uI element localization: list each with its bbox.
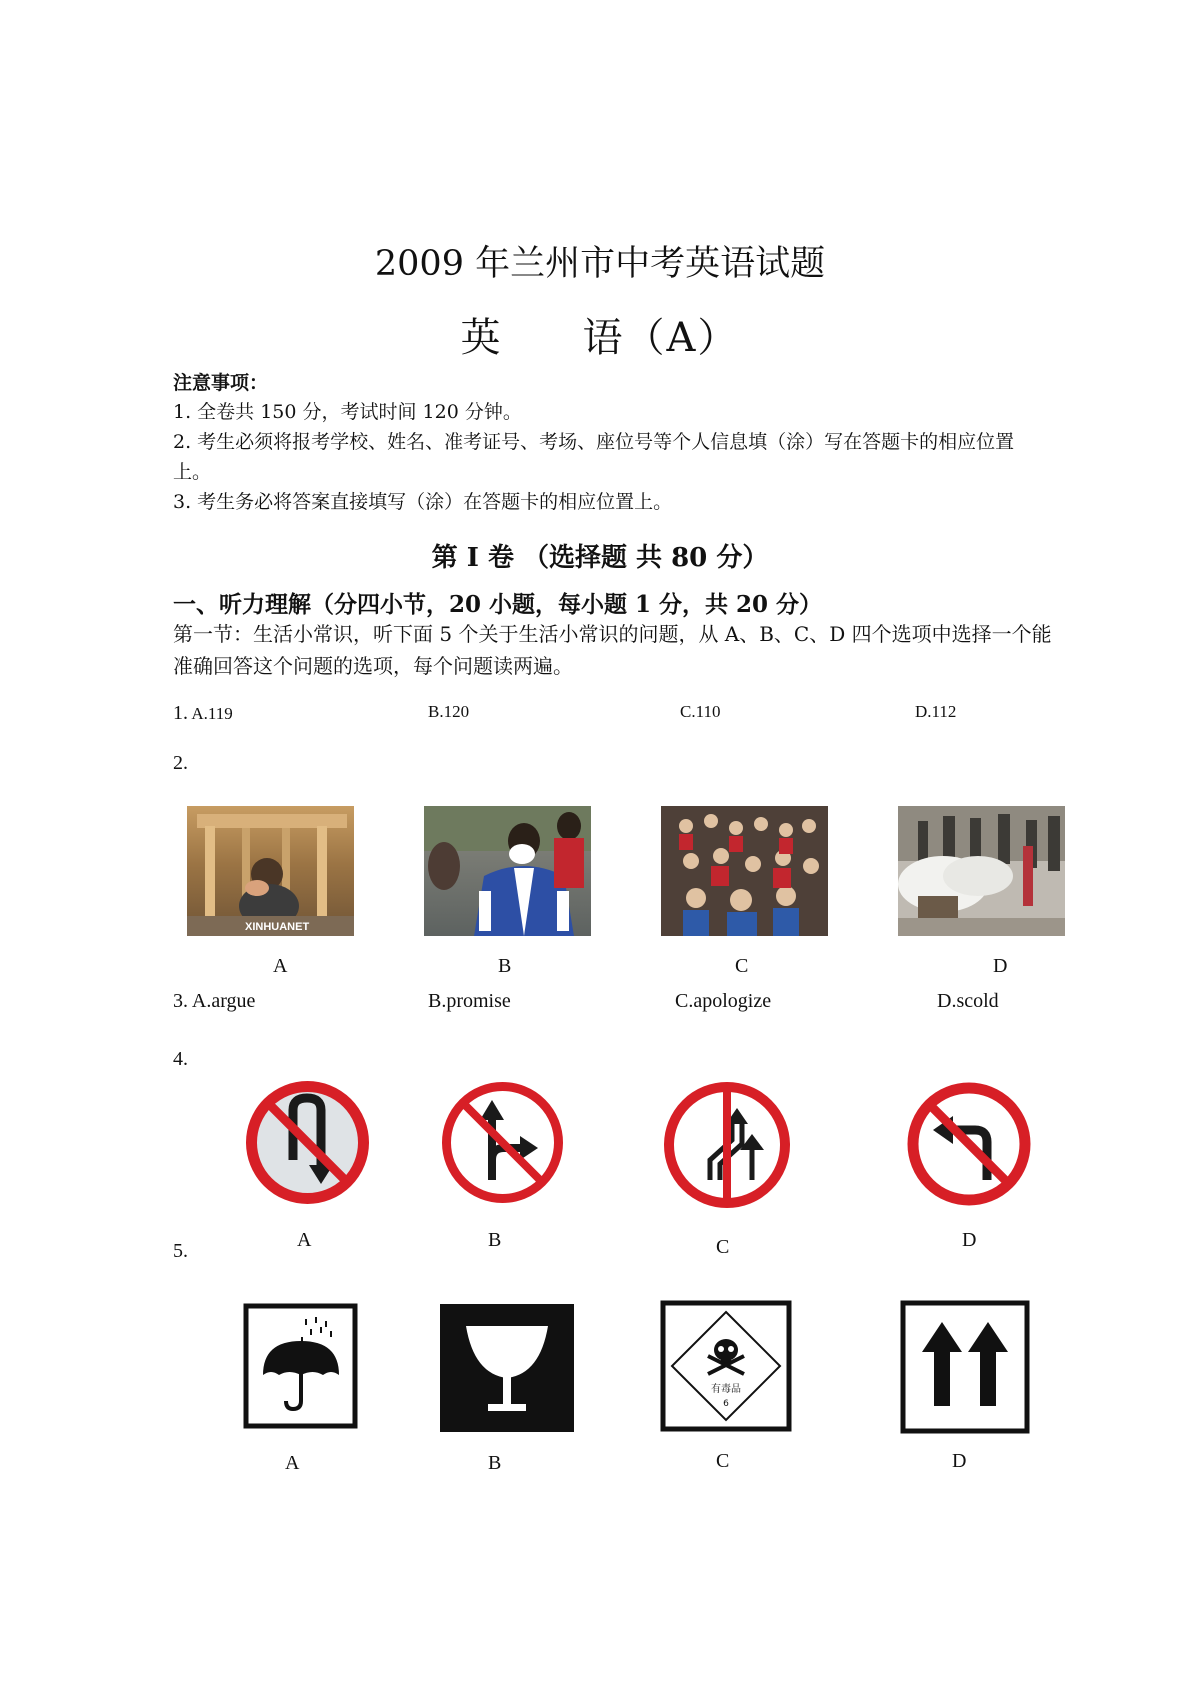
q2-number: 2.: [173, 752, 188, 774]
q5-label-a: A: [285, 1452, 300, 1474]
section-title: 第 I 卷 （选择题 共 80 分）: [431, 543, 769, 573]
subtitle-right: 语（A）: [582, 315, 740, 361]
no-overtaking-sign-icon: [662, 1080, 792, 1210]
q2-photo-c: [661, 806, 828, 936]
q3-number: 3. A.argue: [173, 990, 256, 1012]
this-way-up-arrows-icon: [900, 1300, 1030, 1434]
q2-label-b: B: [498, 955, 512, 977]
q1-number: 1. A.119: [173, 702, 233, 724]
q2-photo-d: [898, 806, 1065, 936]
notice-item-1: 1. 全卷共 150 分，考试时间 120 分钟。: [173, 401, 522, 423]
document-title: 2009 年兰州市中考英语试题: [374, 244, 826, 284]
keep-dry-umbrella-icon: [243, 1303, 358, 1429]
q3-option-c: C.apologize: [675, 990, 772, 1012]
q2-label-a: A: [273, 955, 288, 977]
q1-option-d: D.112: [915, 702, 957, 721]
q2-label-d: D: [993, 955, 1008, 977]
subtitle-left: 英: [460, 315, 503, 361]
q5-label-d: D: [952, 1450, 967, 1472]
poison-class-text: 6: [723, 1399, 729, 1409]
document-subtitle: [0, 306, 1200, 363]
notice-item-3: 3. 考生务必将答案直接填写（涂）在答题卡的相应位置上。: [173, 491, 673, 513]
q2-photo-b: [424, 806, 591, 936]
q2-label-c: C: [735, 955, 749, 977]
q3-option-a: A.argue: [191, 990, 256, 1012]
no-u-turn-sign-icon: [245, 1080, 370, 1205]
q2-photo-a: [187, 806, 354, 936]
q4-label-a: A: [297, 1229, 312, 1251]
q4-label-d: D: [962, 1229, 977, 1251]
poison-hazard-icon: [660, 1300, 792, 1432]
fragile-glass-icon: [440, 1304, 574, 1432]
q1-option-c: C.110: [680, 702, 721, 721]
q5-label-c: C: [716, 1450, 730, 1472]
q4-label-c: C: [716, 1236, 730, 1258]
notice-heading: 注意事项：: [173, 372, 269, 394]
q3-option-b: B.promise: [428, 990, 511, 1012]
q4-number: 4.: [173, 1048, 188, 1070]
q5-number: 5.: [173, 1240, 188, 1262]
part1-title: 一、听力理解（分四小节，20 小题，每小题 1 分，共 20 分）: [173, 591, 823, 618]
no-straight-or-right-turn-sign-icon: [440, 1080, 565, 1205]
part1-description: 第一节：生活小常识，听下面 5 个关于生活小常识的问题，从 A、B、C、D 四个选项中选择一个能准确回答这个问题的选项，每个问题读两遍。: [173, 622, 1052, 678]
q1-option-a: A.119: [191, 704, 233, 723]
xinhuanet-watermark: XINHUANET: [245, 921, 310, 933]
q3-option-d: D.scold: [937, 990, 999, 1012]
no-left-turn-sign-icon: [905, 1080, 1033, 1208]
notice-item-2: 2. 考生必须将报考学校、姓名、准考证号、考场、座位号等个人信息填（涂）写在答题卡的相应位置上。: [173, 431, 1015, 483]
q4-label-b: B: [488, 1229, 502, 1251]
q5-label-b: B: [488, 1452, 502, 1474]
poison-label-text: 有毒品: [711, 1384, 741, 1395]
q1-option-b: B.120: [428, 702, 470, 721]
